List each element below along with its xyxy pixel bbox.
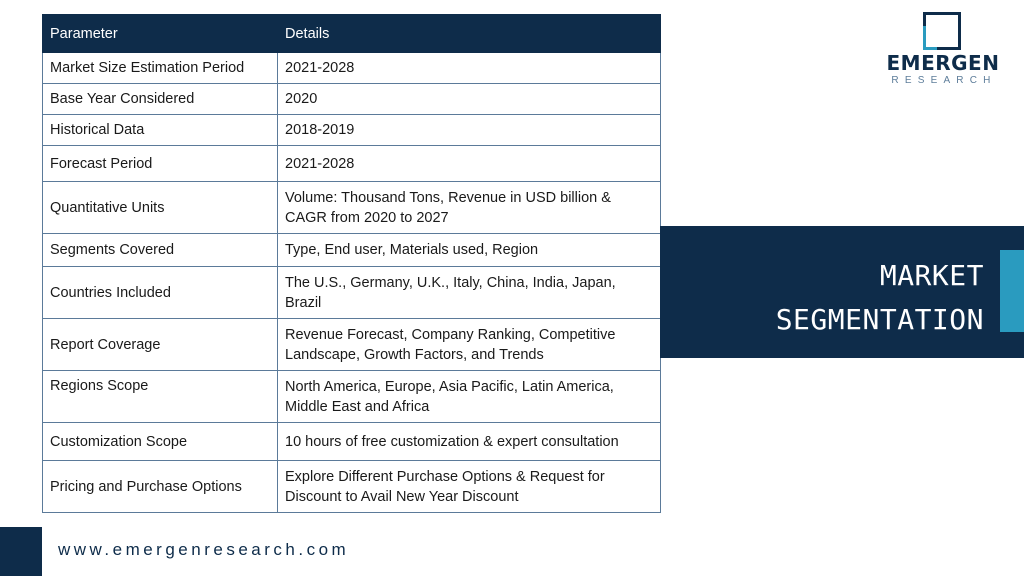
row-parameter: Historical Data <box>43 115 278 146</box>
row-parameter: Countries Included <box>43 267 278 319</box>
row-details: Volume: Thousand Tons, Revenue in USD billion & CAGR from 2020 to 2027 <box>278 182 661 234</box>
row-details: 2018-2019 <box>278 115 661 146</box>
table-row <box>43 115 661 146</box>
row-details: North America, Europe, Asia Pacific, Latin America, Middle East and Africa <box>278 371 661 423</box>
row-details: 2020 <box>278 84 661 115</box>
row-parameter: Quantitative Units <box>43 182 278 234</box>
row-parameter: Base Year Considered <box>43 84 278 115</box>
row-parameter: Pricing and Purchase Options <box>43 461 278 513</box>
table-row <box>43 182 661 234</box>
logo-wordmark: EMERGEN <box>886 51 1000 75</box>
row-parameter: Report Coverage <box>43 319 278 371</box>
table-row <box>43 423 661 461</box>
column-header-details: Details <box>278 15 661 53</box>
row-details: Revenue Forecast, Company Ranking, Competitive Landscape, Growth Factors, and Trends <box>278 319 661 371</box>
logo-subtitle: RESEARCH <box>891 75 997 86</box>
banner-accent-bar <box>1000 250 1024 332</box>
row-details: Explore Different Purchase Options & Request for Discount to Avail New Year Discount <box>278 461 661 513</box>
row-details: Type, End user, Materials used, Region <box>278 234 661 267</box>
row-parameter: Market Size Estimation Period <box>43 53 278 84</box>
table-row <box>43 267 661 319</box>
website-link[interactable]: www.emergenresearch.com <box>58 540 350 559</box>
banner-title-line-1: MARKET <box>879 259 984 292</box>
table-row <box>43 371 661 423</box>
banner-title <box>776 254 984 342</box>
footer-accent-block <box>0 527 42 576</box>
table-header-row <box>43 15 661 53</box>
table-row <box>43 234 661 267</box>
table-row <box>43 319 661 371</box>
row-details: 2021-2028 <box>278 53 661 84</box>
row-parameter: Forecast Period <box>43 146 278 182</box>
row-details: 2021-2028 <box>278 146 661 182</box>
logo-square-icon <box>923 12 961 50</box>
market-details-table <box>42 14 661 513</box>
banner-title-line-2: SEGMENTATION <box>775 303 984 336</box>
table-row <box>43 461 661 513</box>
column-header-parameter: Parameter <box>43 15 278 53</box>
row-parameter: Regions Scope <box>43 371 278 423</box>
emergen-logo <box>884 12 1004 88</box>
row-parameter: Segments Covered <box>43 234 278 267</box>
table-row <box>43 53 661 84</box>
row-parameter: Customization Scope <box>43 423 278 461</box>
table-row <box>43 84 661 115</box>
table-row <box>43 146 661 182</box>
market-segmentation-banner <box>660 226 1024 358</box>
row-details: The U.S., Germany, U.K., Italy, China, India, Japan, Brazil <box>278 267 661 319</box>
row-details: 10 hours of free customization & expert consultation <box>278 423 661 461</box>
